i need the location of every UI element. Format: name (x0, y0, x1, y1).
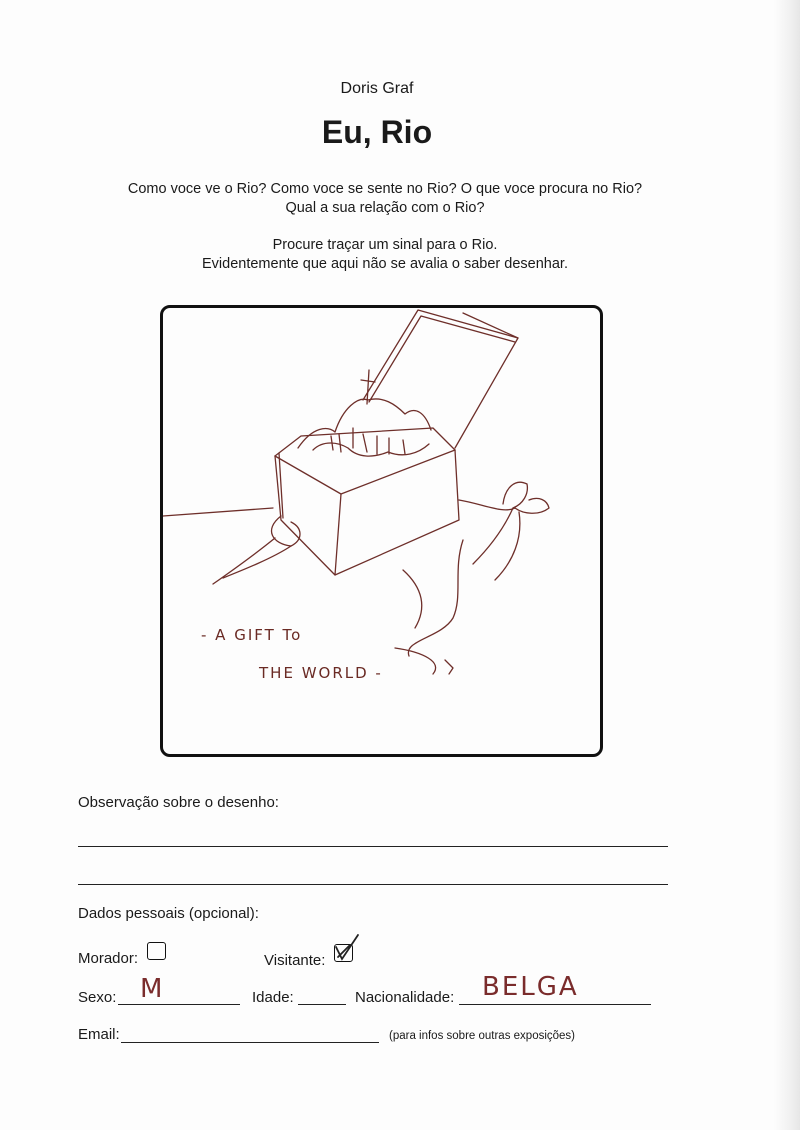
resident-checkbox[interactable] (147, 942, 166, 960)
visitor-checkbox[interactable] (334, 944, 353, 962)
drawing-frame (160, 305, 603, 757)
check-mark-icon (332, 933, 362, 963)
question-line-1: Como voce ve o Rio? Como voce se sente no Rio? O que voce procura no Rio? (127, 181, 643, 197)
drawing-caption-line-1: - A GIFT To (201, 626, 303, 644)
sex-line[interactable] (118, 1004, 240, 1005)
page-edge (774, 0, 800, 1130)
gift-box-sketch (163, 308, 600, 754)
instruction-line-1: Procure traçar um sinal para o Rio. (272, 237, 498, 253)
age-line[interactable] (298, 1004, 346, 1005)
age-label: Idade: (252, 989, 294, 1006)
sex-value: M (140, 974, 163, 1004)
page-title: Eu, Rio (321, 114, 433, 150)
email-label: Email: (78, 1026, 120, 1043)
personal-data-label: Dados pessoais (opcional): (78, 905, 259, 922)
email-line[interactable] (121, 1042, 379, 1043)
drawing-caption-line-2: THE WORLD - (259, 664, 383, 682)
instruction-text (0, 236, 770, 274)
sex-label: Sexo: (78, 989, 117, 1006)
instruction-line-2: Evidentemente que aqui não se avalia o saber desenhar. (202, 256, 568, 272)
observation-line-1[interactable] (78, 846, 668, 847)
question-text (0, 180, 770, 218)
email-note: (para infos sobre outras exposições) (389, 1030, 576, 1042)
nationality-line[interactable] (459, 1004, 651, 1005)
author-name: Doris Graf (340, 80, 414, 97)
nationality-value: BELGA (482, 972, 579, 1002)
visitor-label: Visitante: (264, 952, 326, 969)
nationality-label: Nacionalidade: (355, 989, 455, 1006)
resident-label: Morador: (78, 950, 139, 967)
observation-label: Observação sobre o desenho: (78, 794, 279, 811)
question-line-2: Qual a sua relação com o Rio? (285, 200, 485, 216)
observation-line-2[interactable] (78, 884, 668, 885)
